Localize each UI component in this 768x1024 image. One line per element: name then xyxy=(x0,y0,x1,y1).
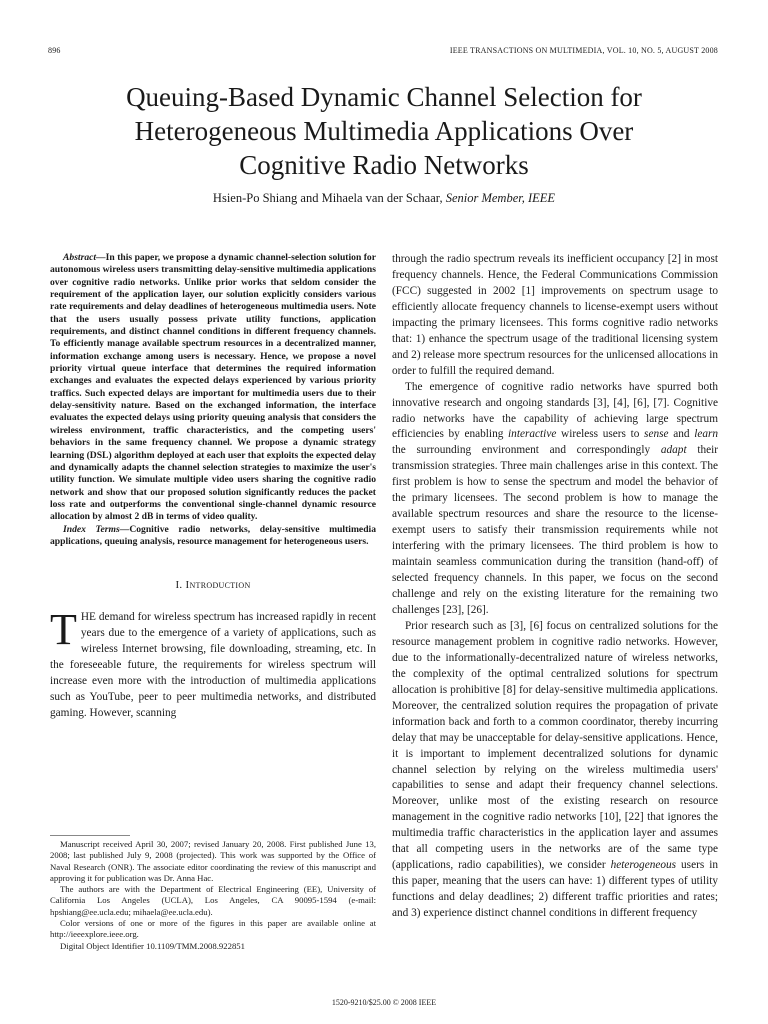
index-terms-label: Index Terms— xyxy=(63,523,130,535)
footnote-rule xyxy=(50,835,130,836)
p2-em-interactive: interactive xyxy=(508,428,557,441)
p2-em-learn: learn xyxy=(694,428,719,441)
section-title: Introduction xyxy=(185,579,251,592)
intro-text: HE demand for wireless spectrum has increased rapidly in recent years due to the emergence of a variety of applications, such as wireless Internet browsing, file downloading, streaming, etc. In the foreseeable future, the requirements for wireless spectrum will increase even more with the introduction of multimedia applications such as YouTube, peer to peer multimedia networks, and distributed gaming. However, scanning xyxy=(50,611,376,719)
footnote xyxy=(50,839,376,952)
author-names: Hsien-Po Shiang and Mihaela van der Schaar, xyxy=(212,191,443,205)
page-number: 896 xyxy=(48,46,61,55)
right-paragraph-2 xyxy=(392,380,718,619)
paper-title xyxy=(40,80,728,182)
abstract-text: In this paper, we propose a dynamic channel-selection solution for autonomous wireless users transmitting delay-sensitive multimedia applications over cognitive radio networks. Unlike prior works that seldom consider the requirement of the application layer, our solution explicitly considers various rate requirements and delay deadlines of heterogeneous multimedia users. Note that the users usually possess private utility functions, application requirements, and distinct channel conditions in different frequency channels. To efficiently manage available spectrum resources in a decentralized manner, information exchange among users is necessary. Hence, we propose a novel priority virtual queue interface that determines the required information exchanges and evaluates the expected delays experienced by various priority traffics. Such expected delays are important for multimedia users due to their delay-sensitivity nature. Based on the exchanged information, the interface evaluates the expected delays using priority queuing analysis that considers the wireless environment, traffic characteristics, and the competing users' behaviors in the same frequency channel. We propose a dynamic strategy learning (DSL) algorithm deployed at each user that exploits the expected delay and dynamically adapts the channel selection strategies to maximize the user's utility function. We simulate multiple video users sharing the cognitive radio network and show that our proposed solution significantly reduces the packet loss rate and outperforms the conventional single-channel dynamic resource allocation by almost 2 dB in terms of video quality. xyxy=(50,252,376,523)
intro-paragraph xyxy=(50,605,376,722)
footnote-affiliation: The authors are with the Department of Electrical Engineering (EE), University of California Los Angeles (UCLA), Los Angeles, CA 90095-1594 (e-mail: hpshiang@ee.ucla.edu; mihaela@ee.ucla.edu). xyxy=(50,884,376,917)
title-line-1: Queuing-Based Dynamic Channel Selection for xyxy=(126,82,642,112)
footnote-color: Color versions of one or more of the figures in this paper are available online at http://ieeexplore.ieee.org. xyxy=(50,918,376,940)
abstract xyxy=(50,252,376,524)
running-header xyxy=(48,46,718,60)
p3-text-a: Prior research such as [3], [6] focus on centralized solutions for the resource management problem in cognitive radio networks. However, due to the informationally-decentralized nature of wireless networks, the complexity of the optimal centralized solutions for spectrum allocation is prohibitive [8] for delay-sensitive multimedia applications. Moreover, the centralized solution requires the propagation of private information back and forth to a common coordinator, thereby incurring delay that may be unacceptable for delay-sensitive applications. Hence, it is important to implement decentralized solutions for dynamic channel selection by relying on the wireless multimedia users' capabilities to sense and adapt their frequency channel selections. Moreover, unlike most of the existing research on resource management in the cognitive radio networks [10], [22] that ignores the multimedia traffic characteristics in the application layer and assumes that all competing users in the networks are of the same type (applications, radio capabilities), we consider xyxy=(392,619,718,872)
copyright-footer: 1520-9210/$25.00 © 2008 IEEE xyxy=(331,998,437,1007)
footnote-doi: Digital Object Identifier 10.1109/TMM.2008.922851 xyxy=(60,940,245,951)
p2-text-a: The emergence of cognitive radio networks have spurred both innovative research and ongoing standards [3], [4], [6], [7]. Cognitive radio networks have the capability of achieving large spectrum efficiencies by enabling xyxy=(392,380,718,441)
p2-text-c: and xyxy=(673,428,690,441)
p3-em-heterogeneous: heterogeneous xyxy=(610,859,677,872)
p2-em-adapt: adapt xyxy=(660,444,687,457)
p3-text-b: users in this paper, meaning that the users can have: 1) different types of utility functions and delay deadlines; 2) different traffic priorities and rates; and 3) experience distinct channel conditions in different frequency xyxy=(392,859,718,920)
journal-name: IEEE TRANSACTIONS ON MULTIMEDIA, VOL. 10, NO. 5, AUGUST 2008 xyxy=(449,46,718,55)
right-column xyxy=(392,252,718,922)
footnote-manuscript: Manuscript received April 30, 2007; revised January 20, 2008. First published June 13, 2008; last published July 9, 2008 (projected). This work was supported by the Office of Naval Research (ONR). The associate editor coordinating the review of this manuscript and approving it for publication was Dr. Anna Hac. xyxy=(50,839,376,883)
title-line-2: Heterogeneous Multimedia Applications Over xyxy=(134,116,634,146)
index-terms xyxy=(50,524,376,549)
p2-em-sense: sense xyxy=(644,428,669,441)
author-line xyxy=(40,191,728,206)
p2-text-e: their transmission strategies. Three main challenges arise in this context. The first problem is how to sense the spectrum and model the behavior of the primary licensees. The second problem is how to manage the available spectrum resources and share the resource to the license-exempt users to satisfy their transmission requirements while not interfering with the primary licensees. The third problem is how to maintain seamless communication during the transition (hand-off) of selected frequency channels. In this paper, we focus on the second challenge and rely on the existing literature for the remaining two challenges [23], [26]. xyxy=(392,444,719,616)
abstract-label: Abstract— xyxy=(63,252,106,263)
drop-cap: T xyxy=(50,605,77,655)
left-column xyxy=(50,252,376,722)
p2-text-b: wireless users to xyxy=(561,428,640,441)
right-paragraph-1: through the radio spectrum reveals its inefficient occupancy [2] in most frequency channels. Hence, the Federal Communications Commission (FCC) suggested in 2002 [1] improvements on spectrum usage to efficiently allocate frequency channels to license-exempt users without impacting the primary licensees. This forms cognitive radio networks that: 1) enhance the spectrum usage of the traditional licensing system and 2) release more spectrum resources for the unlicensed allocations in order to fulfill the required demand. xyxy=(392,253,718,377)
title-line-3: Cognitive Radio Networks xyxy=(239,150,529,180)
right-paragraph-3 xyxy=(392,619,718,922)
author-role: Senior Member, IEEE xyxy=(445,191,556,205)
section-heading xyxy=(50,578,376,594)
p2-text-d: the surrounding environment and correspondingly xyxy=(392,444,651,457)
index-terms-text: Cognitive radio networks, delay-sensitive multimedia applications, queuing analysis, resource management for heterogeneous users. xyxy=(50,523,376,547)
section-number: I. xyxy=(175,579,183,592)
